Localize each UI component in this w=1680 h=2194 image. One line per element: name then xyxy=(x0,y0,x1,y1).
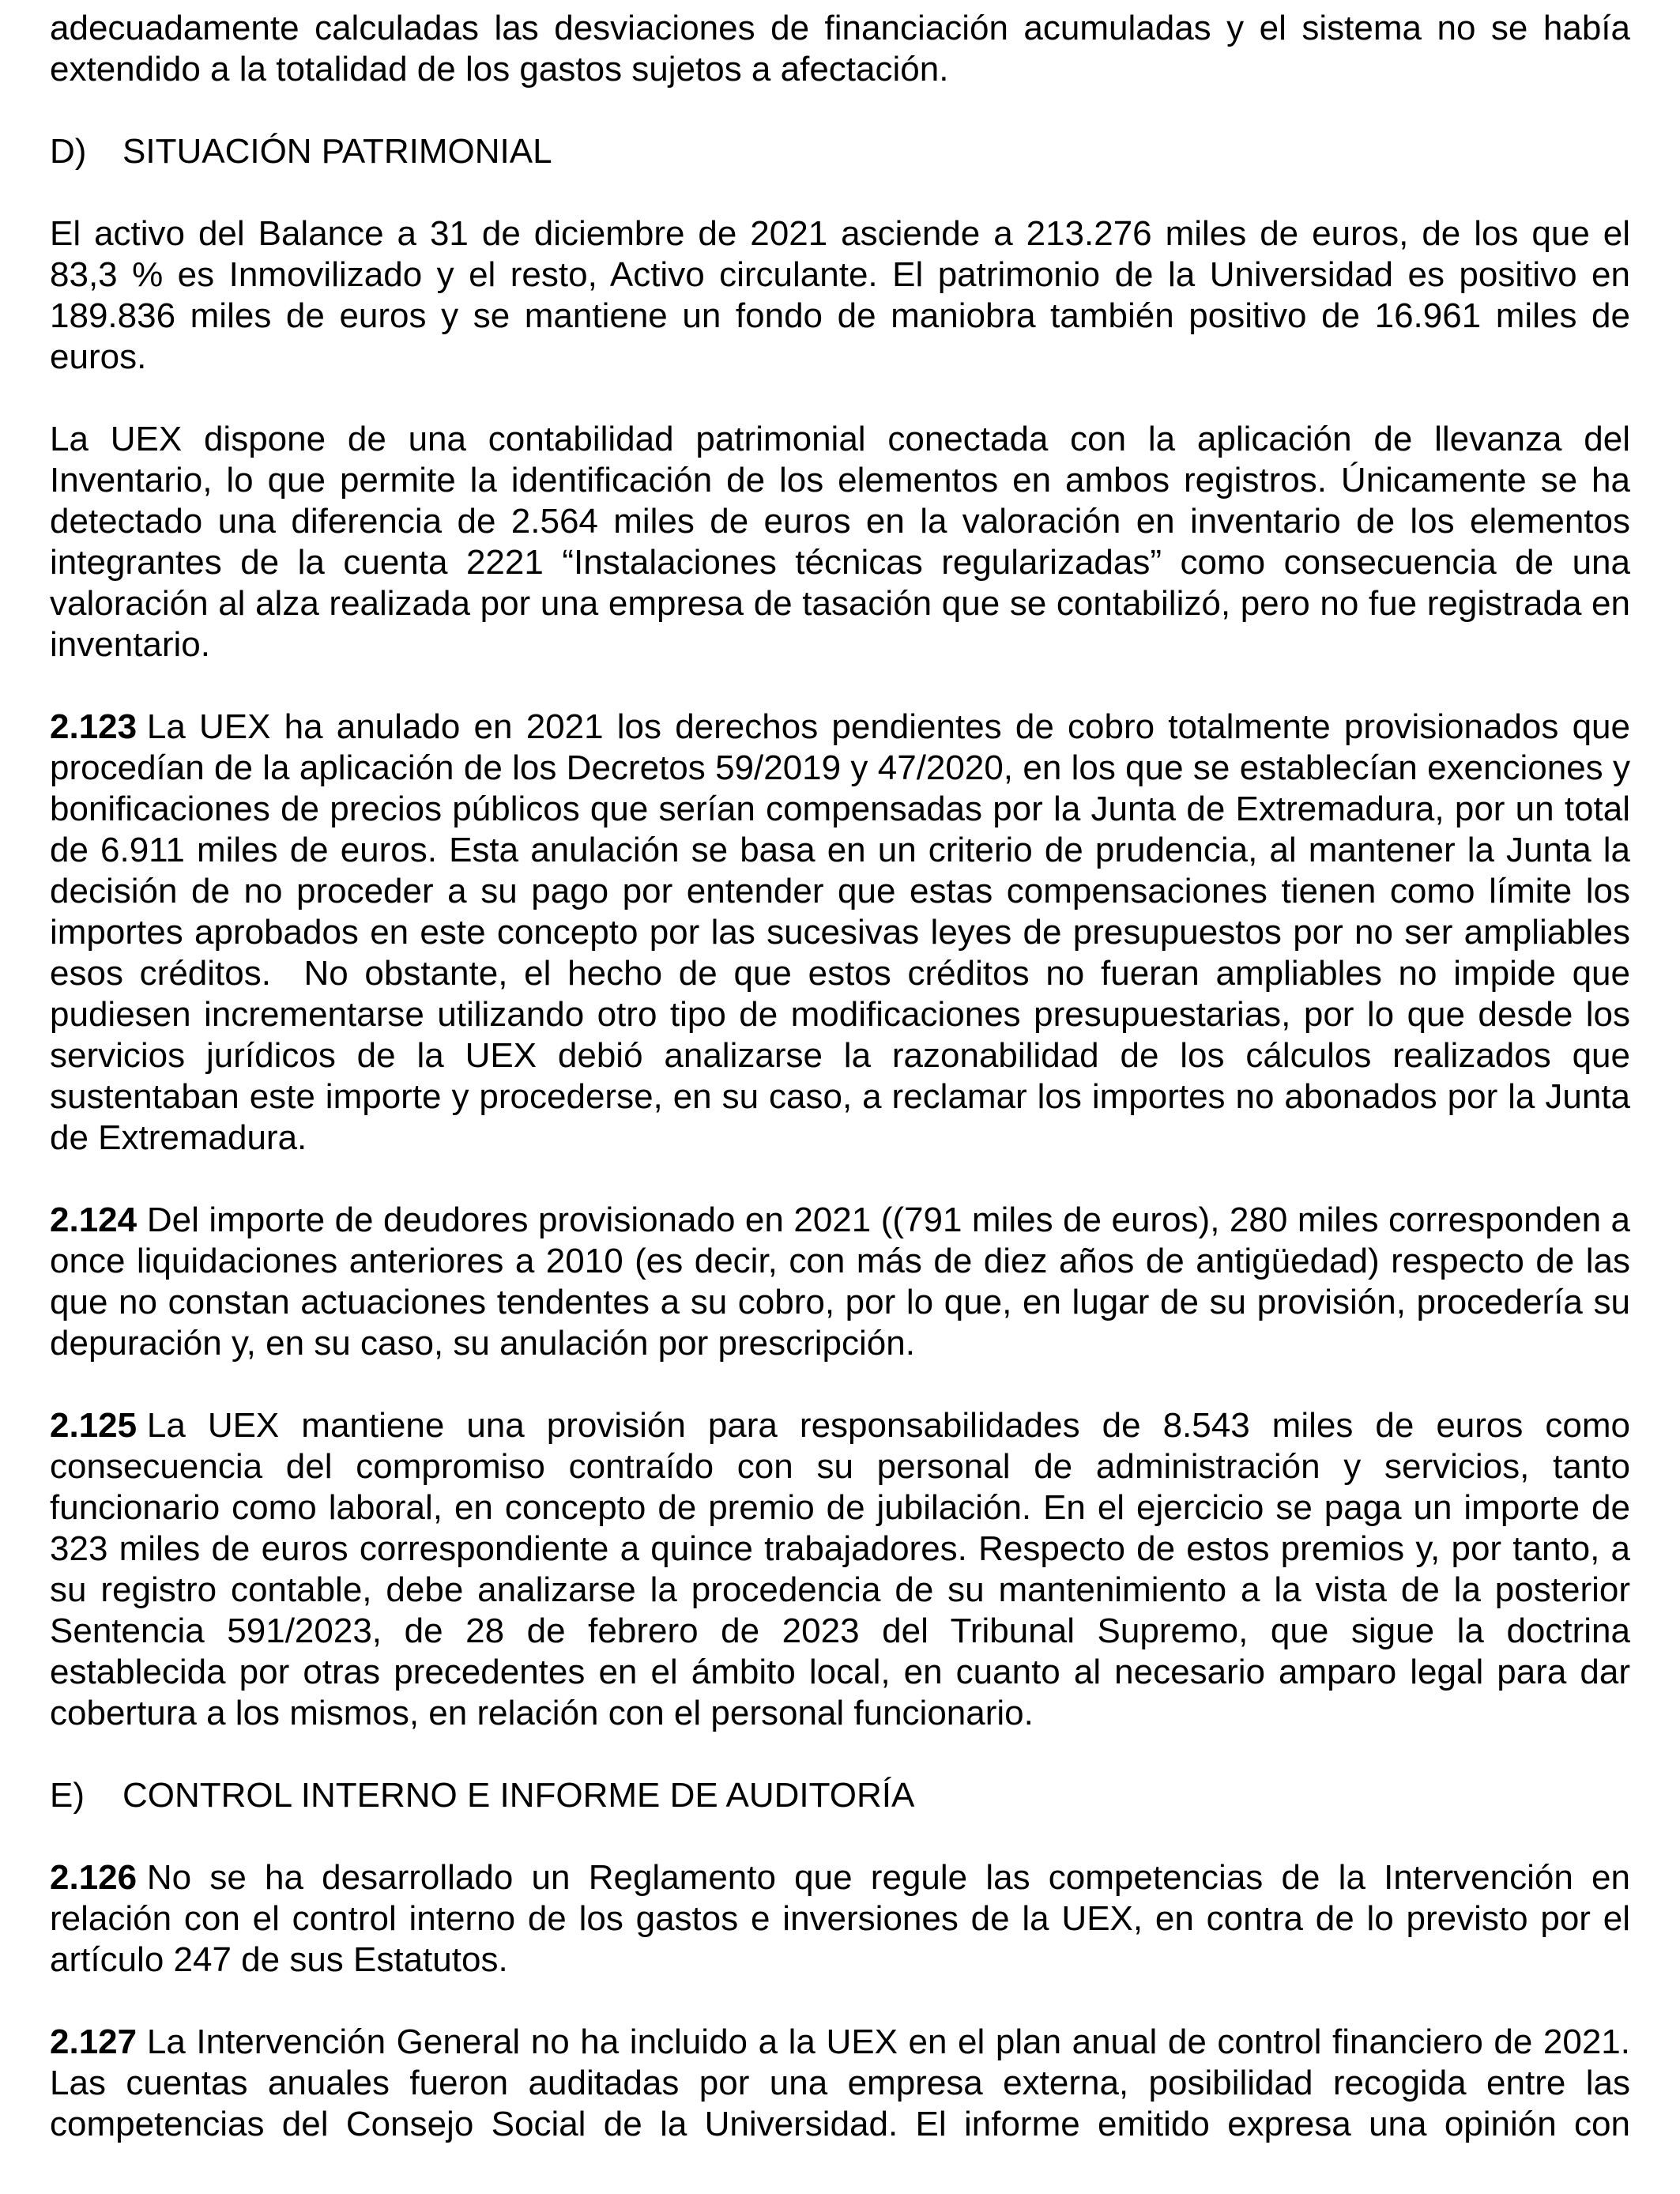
paragraph-text: La Intervención General no ha incluido a la UEX en el plan anual de control financiero de 2021. Las cuentas anuales fueron auditadas por una empresa externa, posibilidad recogida entre las competencias del Consejo Social de la Universidad. El informe emitido expresa una opinión con xyxy=(50,2022,1630,2143)
paragraph-2-125 xyxy=(50,1405,1630,1734)
heading-label: D) xyxy=(50,132,87,171)
paragraph-text: La UEX mantiene una provisión para responsabilidades de 8.543 miles de euros como consecuencia del compromiso contraído con su personal de administración y servicios, tanto funcionario como laboral, en concepto de premio de jubilación. En el ejercicio se paga un importe de 323 miles de euros correspondiente a quince trabajadores. Respecto de estos premios y, por tanto, a su registro contable, debe analizarse la procedencia de su mantenimiento a la vista de la posterior Sentencia 591/2023, de 28 de febrero de 2023 del Tribunal Supremo, que sigue la doctrina establecida por otras precedentes en el ámbito local, en cuanto al necesario amparo legal para dar cobertura a los mismos, en relación con el personal funcionario. xyxy=(50,1406,1630,1732)
heading-title: CONTROL INTERNO E INFORME DE AUDITORÍA xyxy=(122,1776,915,1815)
paragraph-balance: El activo del Balance a 31 de diciembre de 2021 asciende a 213.276 miles de euros, de los que el 83,3 % es Inmovilizado y el resto, Activo circulante. El patrimonio de la Universidad es positivo en 189.836 miles de euros y se mantiene un fondo de maniobra también positivo de 16.961 miles de euros. xyxy=(50,214,1630,376)
paragraph-number: 2.124 xyxy=(50,1201,137,1239)
paragraph-2-126 xyxy=(50,1857,1630,1981)
paragraph-number: 2.123 xyxy=(50,707,137,746)
paragraph-2-124 xyxy=(50,1200,1630,1364)
paragraph-text: No se ha desarrollado un Reglamento que regule las competencias de la Intervención en relación con el control interno de los gastos e inversiones de la UEX, en contra de lo previsto por el artículo 247 de sus Estatutos. xyxy=(50,1858,1630,1979)
heading-label: E) xyxy=(50,1776,85,1815)
paragraph-2-127 xyxy=(50,2022,1630,2145)
paragraph-text: La UEX ha anulado en 2021 los derechos pendientes de cobro totalmente provisionados que procedían de la aplicación de los Decretos 59/2019 y 47/2020, en los que se establecían exenciones y bonificaciones de precios públicos que serían compensadas por la Junta de Extremadura, por un total de 6.911 miles de euros. Esta anulación se basa en un criterio de prudencia, al mantener la Junta la decisión de no proceder a su pago por entender que estas compensaciones tienen como límite los importes aprobados en este concepto por las sucesivas leyes de presupuestos por no ser ampliables esos créditos. No obstante, el hecho de que estos créditos no fueran ampliables no impide que pudiesen incrementarse utilizando otro tipo de modificaciones presupuestarias, por lo que desde los servicios jurídicos de la UEX debió analizarse la razonabilidad de los cálculos realizados que sustentaban este importe y procederse, en su caso, a reclamar los importes no abonados por la Junta de Extremadura. xyxy=(50,707,1630,1157)
section-heading-d xyxy=(50,131,1630,172)
paragraph-2-123 xyxy=(50,707,1630,1159)
heading-title: SITUACIÓN PATRIMONIAL xyxy=(122,132,552,171)
paragraph-number: 2.125 xyxy=(50,1406,137,1445)
paragraph-inventario: La UEX dispone de una contabilidad patrimonial conectada con la aplicación de llevanza del Inventario, lo que permite la identificación de los elementos en ambos registros. Únicamente se ha detectado una diferencia de 2.564 miles de euros en la valoración en inventario de los elementos integrantes de la cuenta 2221 “Instalaciones técnicas regularizadas” como consecuencia de una valoración al alza realizada por una empresa de tasación que se contabilizó, pero no fue registrada en inventario. xyxy=(50,420,1630,664)
paragraph-text: Del importe de deudores provisionado en 2021 ((791 miles de euros), 280 miles corresponden a once liquidaciones anteriores a 2010 (es decir, con más de diez años de antigüedad) respecto de las que no constan actuaciones tendentes a su cobro, por lo que, en lugar de su provisión, procedería su depuración y, en su caso, su anulación por prescripción. xyxy=(50,1201,1630,1363)
paragraph-number: 2.127 xyxy=(50,2022,137,2061)
section-heading-e xyxy=(50,1775,1630,1816)
paragraph-continuation: adecuadamente calculadas las desviaciones de financiación acumuladas y el sistema no se había extendido a la totalidad de los gastos sujetos a afectación. xyxy=(50,9,1630,89)
paragraph-number: 2.126 xyxy=(50,1858,137,1897)
